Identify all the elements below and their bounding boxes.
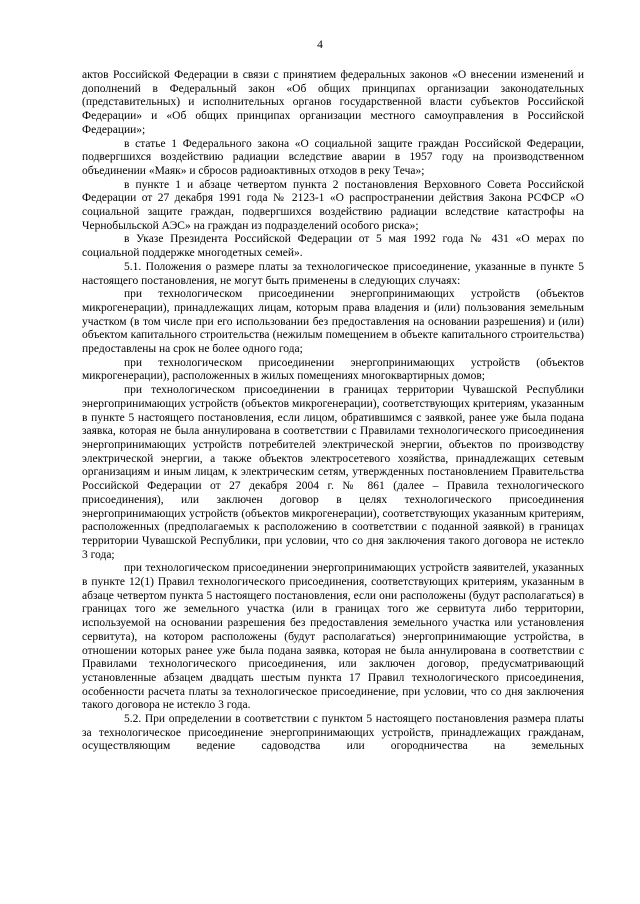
page-number: 4 [317, 39, 323, 51]
paragraph-case-same-land-plot: при технологическом присоединении энергопринимающих устройств заявителей, указанных в пункте 12(1) Правил технологического присоединения, соответствующих критериям, указанным в абзаце четвертом пункта 5 настоящего постановления, если они расположены (будут располагаться) в границах того же земельного участка (или в границах того же сервитута либо территории, используемой на основании разрешения без предоставления земельного участка или установления сервитута), на котором расположены (будут располагаться) энергопринимающие устройства, в отношении которых ранее уже была подана заявка, которая не была аннулирована в соответствии с Правилами технологического присоединения, или заключен договор, предусматривающий установленные абзацем двадцать шестым пункта 17 Правил технологического присоединения, особенности расчета платы за технологическое присоединение, при условии, что со дня заключения такого договора не истекло 3 года. [82, 562, 584, 712]
paragraph-chernobyl-resolution: в пункте 1 и абзаце четвертом пункта 2 постановления Верховного Совета Российской Федерации от 27 декабря 1991 года № 2123-1 «О распространении действия Закона РСФСР «О социальной защите граждан, подвергшихся воздействию радиации вследствие катастрофы на Чернобыльской АЭС» на граждан из подразделений особого риска»; [82, 178, 584, 232]
paragraph-case-apartment-buildings: при технологическом присоединении энергопринимающих устройств (объектов микрогенерации), расположенных в жилых помещениях многоквартирных домов; [82, 356, 584, 383]
paragraph-acts-continuation: актов Российской Федерации в связи с принятием федеральных законов «О внесении изменений и дополнений в Федеральный закон «Об общих принципах организации законодательных (представительных) и исполнительных органов государственной власти субъектов Российской Федерации» и «Об общих принципах организации местного самоуправления в Российской Федерации»; [82, 69, 584, 136]
paragraph-presidential-decree: в Указе Президента Российской Федерации от 5 мая 1992 года № 431 «О мерах по социальной поддержке многодетных семей». [82, 233, 584, 260]
paragraph-section-5-1: 5.1. Положения о размере платы за технологическое присоединение, указанные в пункте 5 настоящего постановления, не могут быть применены в следующих случаях: [82, 260, 584, 287]
paragraph-case-short-term-rights: при технологическом присоединении энергопринимающих устройств (объектов микрогенерации), принадлежащих лицам, которым права владения и (или) пользования земельным участком (в том числе при его использовании без предоставления на основании разрешения) и (или) объектом капитального строительства (нежилым помещением в объекте капитального строительства) предоставлены на срок не более одного года; [82, 288, 584, 356]
paragraph-case-repeat-application: при технологическом присоединении в границах территории Чувашской Республики энергопринимающих устройств (объектов микрогенерации), соответствующих критериям, указанным в пункте 5 настоящего постановления, если лицом, обратившимся с заявкой, ранее уже была подана заявка, которая не была аннулирована в соответствии с Правилами технологического присоединения энергопринимающих устройств потребителей электрической энергии, объектов по производству электрической энергии, а также объектов электросетевого хозяйства, принадлежащих сетевым организациям и иным лицам, к электрическим сетям, утвержденных постановлением Правительства Российской Федерации от 27 декабря 2004 г. № 861 (далее – Правила технологического присоединения), или заключен договор в целях технологического присоединения энергопринимающих устройств (объектов микрогенерации), соответствующих указанным критериям, расположенных (предполагаемых к расположению в соответствии с поданной заявкой) в границах территории Чувашской Республики, при условии, что со дня заключения такого договора не истекло 3 года; [82, 384, 584, 561]
paragraph-mayak-law: в статье 1 Федерального закона «О социальной защите граждан Российской Федерации, подвергшихся воздействию радиации вследствие аварии в 1957 году на производственном объединении «Маяк» и сбросов радиоактивных отходов в реку Теча»; [82, 137, 584, 177]
document-body [82, 69, 584, 754]
paragraph-section-5-2: 5.2. При определении в соответствии с пунктом 5 настоящего постановления размера платы за технологическое присоединение энергопринимающих устройств, принадлежащих гражданам, осуществляющим ведение садоводства или огородничества на земельных [82, 713, 584, 753]
